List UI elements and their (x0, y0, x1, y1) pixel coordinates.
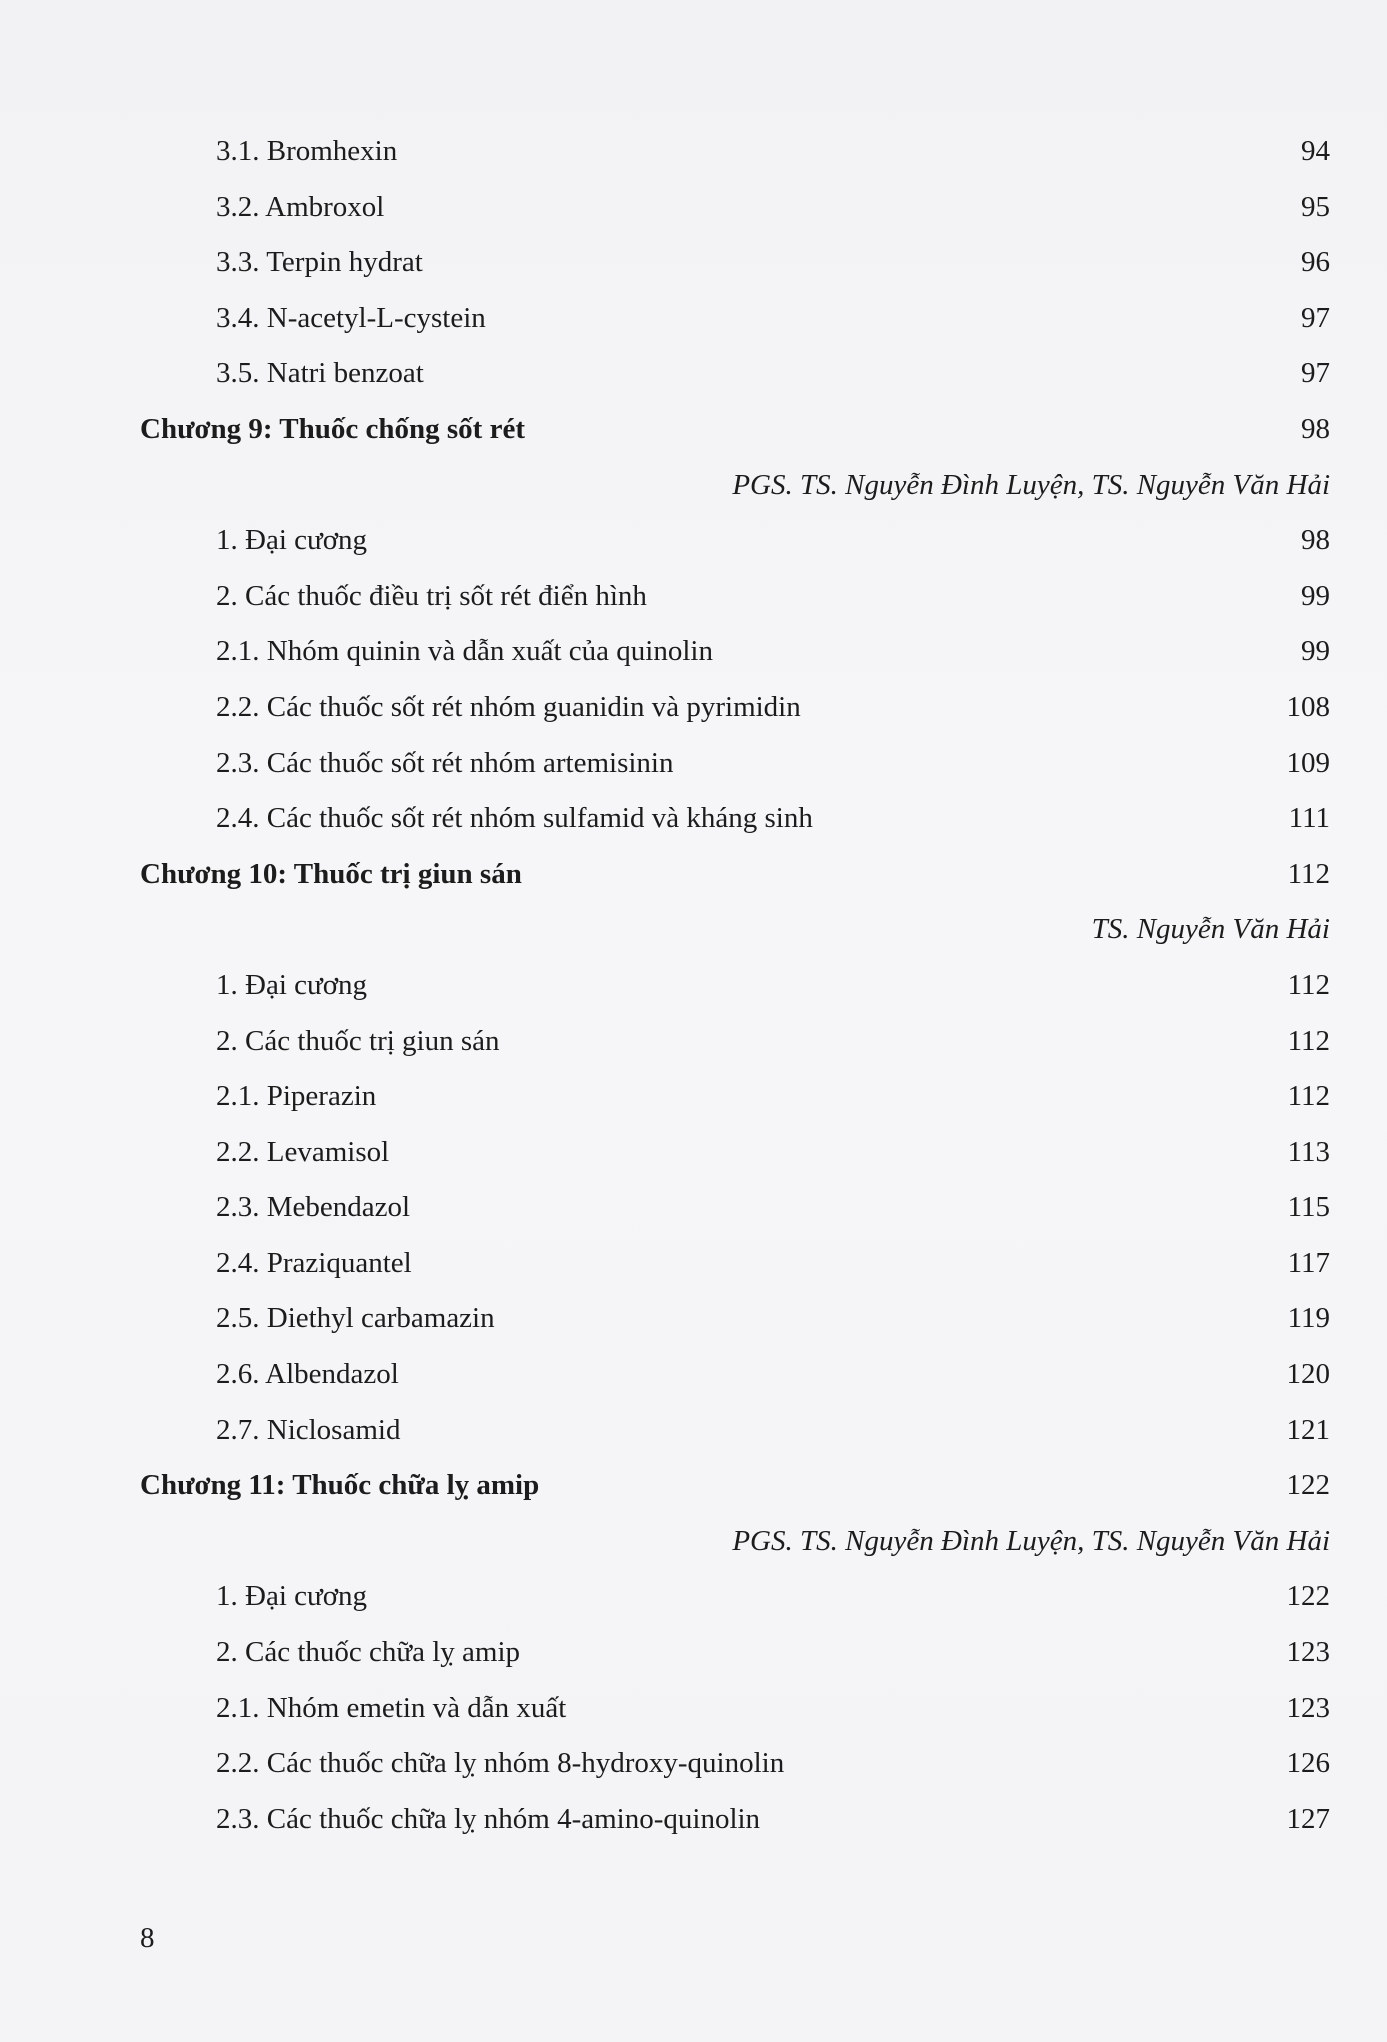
toc-page-number: 96 (1301, 246, 1330, 279)
toc-page-number: 117 (1287, 1246, 1330, 1279)
toc-page-number: 121 (1286, 1413, 1330, 1446)
toc-section-title: 2.2. Các thuốc sốt rét nhóm guanidin và pyrimidin (216, 690, 801, 723)
toc-chapter-title: Chương 11: Thuốc chữa lỵ amip (140, 1469, 540, 1502)
toc-section-title: 2. Các thuốc chữa lỵ amip (216, 1636, 521, 1669)
toc-section-title: 1. Đại cương (216, 968, 368, 1001)
toc-section-title: 2.4. Praziquantel (216, 1246, 412, 1279)
toc-section-row (140, 513, 1330, 569)
toc-section-row (140, 1347, 1330, 1403)
toc-section-title: 2.1. Nhóm emetin và dẫn xuất (216, 1691, 567, 1724)
toc-page-number: 97 (1301, 357, 1330, 390)
toc-section-title: 3.1. Bromhexin (216, 135, 398, 167)
toc-author-line (140, 902, 1330, 958)
toc-authors: TS. Nguyễn Văn Hải (1091, 913, 1330, 946)
toc-section-title: 1. Đại cương (216, 524, 368, 557)
toc-section-title: 2.4. Các thuốc sốt rét nhóm sulfamid và kháng sinh (216, 802, 813, 835)
toc-section-row (140, 1125, 1330, 1181)
toc-page-number: 122 (1286, 1580, 1330, 1613)
toc-section-title: 2.2. Các thuốc chữa lỵ nhóm 8-hydroxy-quinolin (216, 1747, 785, 1780)
toc-section-title: 2.2. Levamisol (216, 1135, 390, 1168)
toc-section-title: 2.7. Niclosamid (216, 1413, 401, 1446)
toc-section-row (140, 1236, 1330, 1292)
toc-section-row (140, 1014, 1330, 1070)
toc-section-row (140, 1792, 1330, 1848)
toc-page-number: 112 (1287, 968, 1330, 1001)
toc-page-number: 112 (1287, 1080, 1330, 1113)
toc-section-title: 2.6. Albendazol (216, 1358, 399, 1391)
toc-section-title: 2. Các thuốc điều trị sốt rét điển hình (216, 579, 647, 612)
page-number: 8 (140, 1922, 155, 1954)
toc-section-row (140, 791, 1330, 847)
toc-section-row (140, 958, 1330, 1014)
toc-chapter-row (140, 402, 1330, 458)
toc-section-row (140, 1625, 1330, 1681)
toc-page-number: 123 (1286, 1691, 1330, 1724)
toc-chapter-row (140, 1458, 1330, 1514)
toc-section-row (140, 124, 1330, 180)
toc-chapter-title: Chương 10: Thuốc trị giun sán (140, 857, 522, 890)
toc-section-row (140, 736, 1330, 792)
toc-page-number: 97 (1301, 301, 1330, 334)
toc-chapter-row (140, 847, 1330, 903)
toc-page-number: 99 (1301, 579, 1330, 612)
toc-authors: PGS. TS. Nguyễn Đình Luyện, TS. Nguyễn Văn Hải (732, 1524, 1330, 1557)
table-of-contents (140, 124, 1330, 1847)
toc-section-title: 3.2. Ambroxol (216, 190, 385, 223)
toc-section-title: 3.3. Terpin hydrat (216, 246, 423, 279)
toc-section-row (140, 180, 1330, 236)
toc-chapter-title: Chương 9: Thuốc chống sốt rét (140, 412, 525, 445)
toc-section-row (140, 680, 1330, 736)
toc-page-number: 120 (1286, 1358, 1330, 1391)
toc-section-title: 2.1. Piperazin (216, 1080, 377, 1113)
toc-page-number: 115 (1287, 1191, 1330, 1224)
toc-section-row (140, 1069, 1330, 1125)
toc-section-row (140, 624, 1330, 680)
toc-page-number: 119 (1287, 1302, 1330, 1335)
toc-section-title: 2.5. Diethyl carbamazin (216, 1302, 495, 1335)
toc-section-row (140, 291, 1330, 347)
toc-page-number: 122 (1286, 1469, 1330, 1502)
toc-section-title: 1. Đại cương (216, 1580, 368, 1613)
toc-page-number: 99 (1301, 635, 1330, 668)
toc-section-title: 2. Các thuốc trị giun sán (216, 1024, 500, 1057)
toc-authors: PGS. TS. Nguyễn Đình Luyện, TS. Nguyễn Văn Hải (732, 468, 1330, 501)
toc-page-number: 112 (1287, 1024, 1330, 1057)
toc-page-number: 113 (1287, 1135, 1330, 1168)
toc-author-line (140, 458, 1330, 514)
toc-section-title: 2.3. Mebendazol (216, 1191, 411, 1224)
toc-section-row (140, 346, 1330, 402)
toc-page-number: 109 (1286, 746, 1330, 779)
toc-page-number: 108 (1286, 690, 1330, 723)
toc-page-number: 98 (1301, 524, 1330, 557)
toc-section-row (140, 1403, 1330, 1459)
toc-page-number: 112 (1287, 857, 1330, 890)
toc-section-title: 3.5. Natri benzoat (216, 357, 424, 390)
toc-section-row (140, 1291, 1330, 1347)
toc-page-number: 98 (1301, 412, 1330, 445)
toc-section-title: 2.1. Nhóm quinin và dẫn xuất của quinolin (216, 635, 713, 668)
toc-section-row (140, 1569, 1330, 1625)
toc-section-title: 3.4. N-acetyl-L-cystein (216, 301, 486, 334)
toc-section-row (140, 569, 1330, 625)
toc-page-number: 111 (1288, 802, 1330, 835)
toc-section-row (140, 1681, 1330, 1737)
toc-page-number: 95 (1301, 190, 1330, 223)
toc-section-title: 2.3. Các thuốc sốt rét nhóm artemisinin (216, 746, 674, 779)
toc-page-number: 126 (1286, 1747, 1330, 1780)
toc-page-number: 123 (1286, 1636, 1330, 1669)
toc-section-row (140, 1180, 1330, 1236)
toc-author-line (140, 1514, 1330, 1570)
toc-page-number: 127 (1286, 1802, 1330, 1835)
toc-page-number: 94 (1301, 135, 1330, 167)
toc-section-row (140, 1736, 1330, 1792)
toc-section-row (140, 235, 1330, 291)
toc-section-title: 2.3. Các thuốc chữa lỵ nhóm 4-amino-quinolin (216, 1802, 761, 1835)
